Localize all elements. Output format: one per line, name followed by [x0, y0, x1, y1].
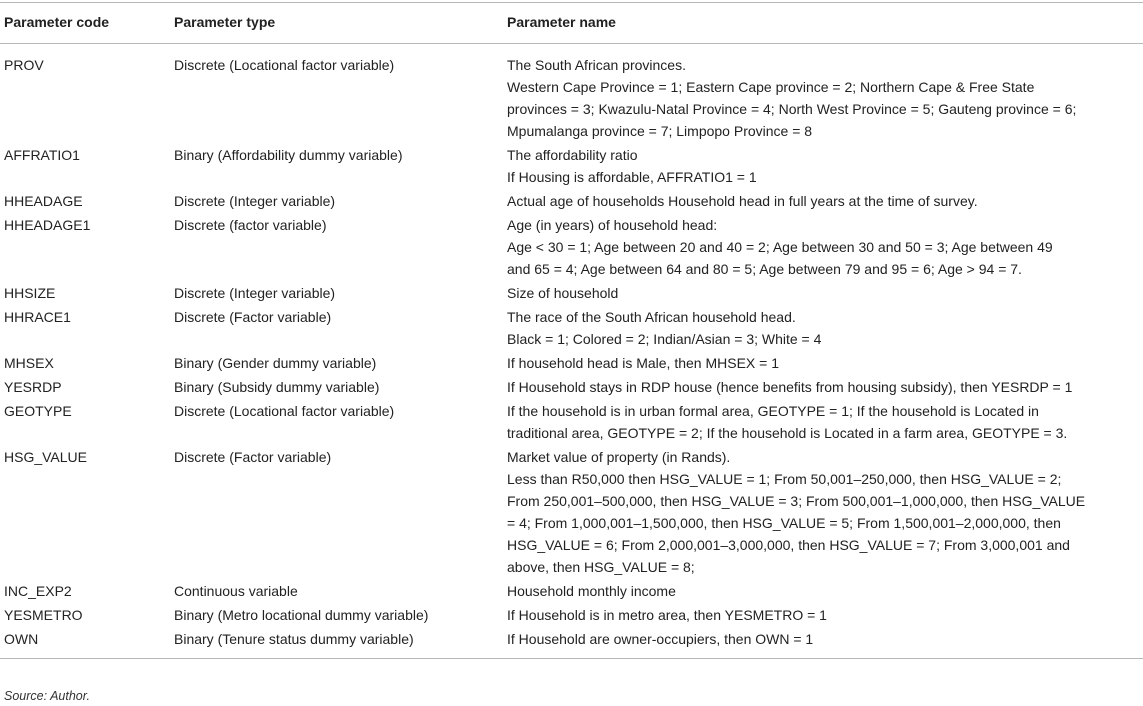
parameter-name-line: If the household is in urban formal area, GEOTYPE = 1; If the household is Located in	[507, 403, 1039, 419]
table-row	[0, 352, 1143, 376]
table-row	[0, 144, 1143, 190]
parameter-name-line: Actual age of households Household head in full years at the time of survey.	[507, 193, 978, 209]
table-body	[0, 44, 1143, 659]
parameter-name-line: Age (in years) of household head:	[507, 217, 718, 233]
cell-parameter-code: INC_EXP2	[4, 583, 72, 599]
table-row	[0, 400, 1143, 446]
table-row	[0, 44, 1143, 145]
parameter-name-line: Less than R50,000 then HSG_VALUE = 1; From 50,001–250,000, then HSG_VALUE = 2;	[507, 471, 1062, 487]
cell-parameter-code: HHRACE1	[4, 309, 71, 325]
table-row	[0, 190, 1143, 214]
cell-parameter-type: Binary (Gender dummy variable)	[174, 355, 377, 371]
cell-parameter-name	[503, 446, 1143, 580]
cell-parameter-code: MHSEX	[4, 355, 54, 371]
cell-parameter-type: Discrete (Locational factor variable)	[174, 57, 395, 73]
cell-parameter-type: Discrete (Locational factor variable)	[174, 403, 395, 419]
parameter-name-line: HSG_VALUE = 6; From 2,000,001–3,000,000, then HSG_VALUE = 7; From 3,000,001 and	[507, 537, 1070, 553]
parameters-table	[0, 2, 1143, 659]
cell-parameter-code: YESRDP	[4, 379, 62, 395]
cell-parameter-name	[503, 144, 1143, 190]
cell-parameter-type: Binary (Affordability dummy variable)	[174, 147, 403, 163]
cell-parameter-code: HSG_VALUE	[4, 449, 87, 465]
parameter-name-line: If Household stays in RDP house (hence benefits from housing subsidy), then YESRDP = 1	[507, 379, 1073, 395]
parameter-name-line: The affordability ratio	[507, 147, 638, 163]
cell-parameter-type: Discrete (Factor variable)	[174, 449, 332, 465]
parameter-name-line: Household monthly income	[507, 583, 676, 599]
cell-parameter-code: HHEADAGE1	[4, 217, 91, 233]
parameter-name-line: above, then HSG_VALUE = 8;	[507, 559, 695, 575]
cell-parameter-type: Discrete (factor variable)	[174, 217, 327, 233]
cell-parameter-name	[503, 604, 1143, 628]
parameter-name-line: Western Cape Province = 1; Eastern Cape province = 2; Northern Cape & Free State	[507, 79, 1035, 95]
parameter-name-line: Age < 30 = 1; Age between 20 and 40 = 2; Age between 30 and 50 = 3; Age between 49	[507, 239, 1053, 255]
parameter-name-line: If Household is in metro area, then YESMETRO = 1	[507, 607, 827, 623]
cell-parameter-code: PROV	[4, 57, 44, 73]
cell-parameter-code: OWN	[0, 628, 170, 659]
cell-parameter-type: Continuous variable	[174, 583, 298, 599]
parameter-name-line: and 65 = 4; Age between 64 and 80 = 5; Age between 79 and 95 = 6; Age > 94 = 7.	[507, 261, 1022, 277]
table-row	[0, 376, 1143, 400]
cell-parameter-type: Discrete (Integer variable)	[174, 285, 336, 301]
parameter-name-line: Mpumalanga province = 7; Limpopo Province = 8	[507, 123, 813, 139]
cell-parameter-name	[503, 282, 1143, 306]
table-row	[0, 580, 1143, 604]
parameter-name-line: Black = 1; Colored = 2; Indian/Asian = 3; White = 4	[507, 331, 822, 347]
parameter-name-line: If household head is Male, then MHSEX = 1	[507, 355, 779, 371]
cell-parameter-code: AFFRATIO1	[4, 147, 80, 163]
table-row	[0, 446, 1143, 580]
parameter-name-line: Market value of property (in Rands).	[507, 449, 731, 465]
cell-parameter-name	[503, 214, 1143, 282]
parameter-name-line: Size of household	[507, 285, 619, 301]
parameter-name-line: The race of the South African household head.	[507, 309, 796, 325]
cell-parameter-type: Binary (Subsidy dummy variable)	[174, 379, 380, 395]
cell-parameter-name	[503, 376, 1143, 400]
source-note: Source: Author.	[4, 689, 90, 703]
cell-parameter-type: Binary (Tenure status dummy variable)	[170, 628, 503, 659]
table-row	[0, 282, 1143, 306]
cell-parameter-type: Discrete (Factor variable)	[174, 309, 332, 325]
cell-parameter-name	[503, 400, 1143, 446]
cell-parameter-name	[503, 352, 1143, 376]
cell-parameter-code: YESMETRO	[4, 607, 83, 623]
parameter-name-line: If Household are owner-occupiers, then OWN = 1	[507, 631, 814, 647]
header-parameter-code: Parameter code	[0, 3, 170, 44]
cell-parameter-name	[503, 580, 1143, 604]
table-header-row	[0, 3, 1143, 44]
parameter-name-line: From 250,001–500,000, then HSG_VALUE = 3; From 500,001–1,000,000, then HSG_VALUE	[507, 493, 1086, 509]
parameter-name-line: provinces = 3; Kwazulu-Natal Province = 4; North West Province = 5; Gauteng province = 6;	[507, 101, 1077, 117]
cell-parameter-type: Binary (Metro locational dummy variable)	[174, 607, 429, 623]
parameter-name-line: = 4; From 1,000,001–1,500,000, then HSG_VALUE = 5; From 1,500,001–2,000,000, then	[507, 515, 1061, 531]
header-parameter-name: Parameter name	[503, 3, 1143, 44]
table-row	[0, 306, 1143, 352]
cell-parameter-code: HHEADAGE	[4, 193, 83, 209]
parameter-name-line: traditional area, GEOTYPE = 2; If the household is Located in a farm area, GEOTYPE = 3.	[507, 425, 1068, 441]
table-row	[0, 604, 1143, 628]
parameter-name-line: If Housing is affordable, AFFRATIO1 = 1	[507, 169, 757, 185]
cell-parameter-name	[503, 190, 1143, 214]
cell-parameter-type: Discrete (Integer variable)	[174, 193, 336, 209]
cell-parameter-code: HHSIZE	[4, 285, 56, 301]
table-row	[0, 628, 1143, 659]
cell-parameter-name	[503, 306, 1143, 352]
table-row	[0, 214, 1143, 282]
cell-parameter-name	[503, 44, 1143, 145]
parameter-name-line: The South African provinces.	[507, 57, 686, 73]
cell-parameter-name	[503, 628, 1143, 659]
cell-parameter-code: GEOTYPE	[4, 403, 72, 419]
header-parameter-type: Parameter type	[170, 3, 503, 44]
